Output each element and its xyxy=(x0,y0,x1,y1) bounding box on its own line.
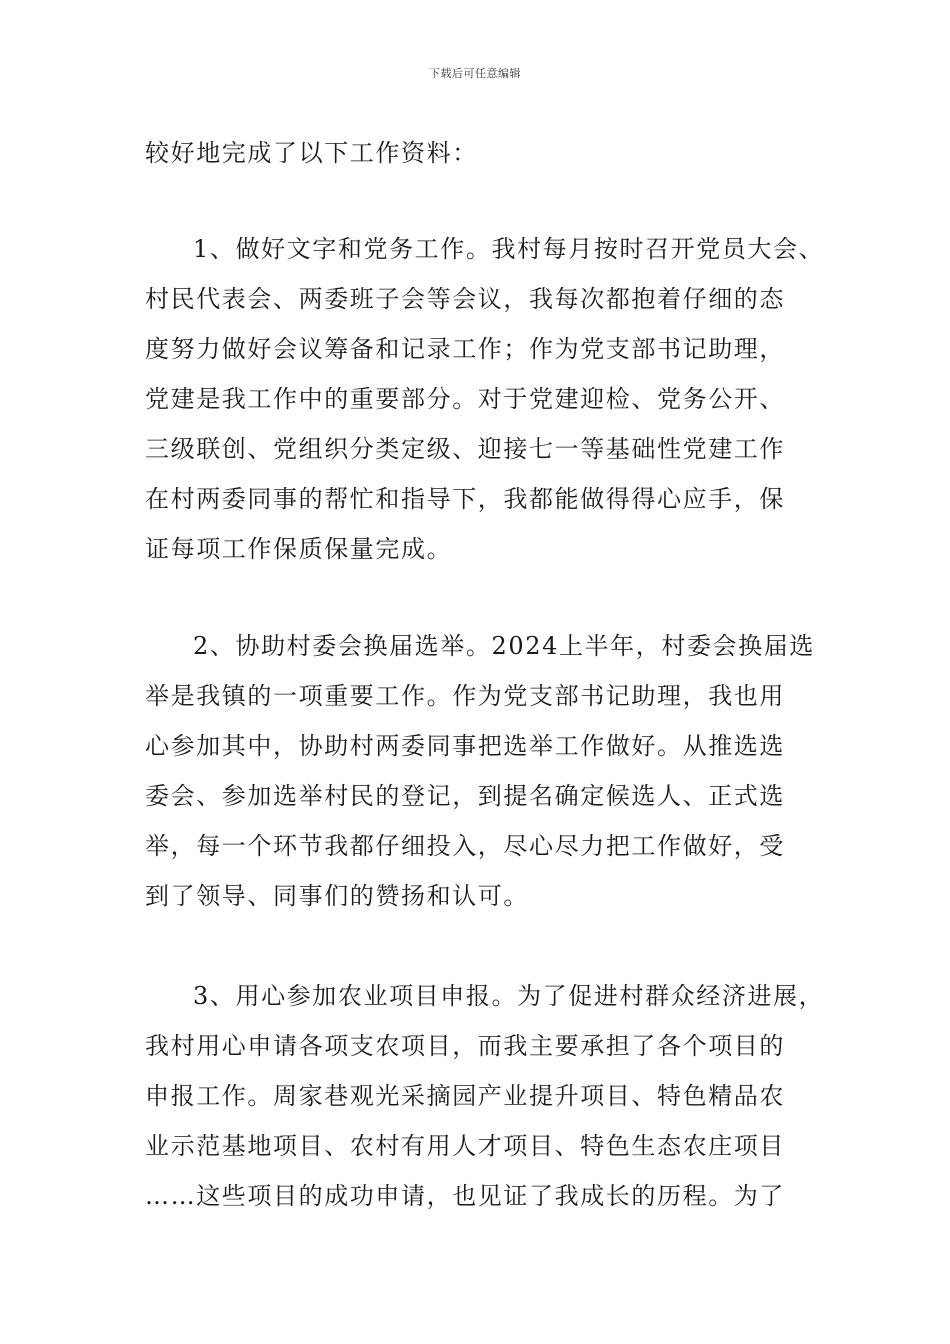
paragraph-line: 村民代表会、两委班子会等会议，我每次都抱着仔细的态 xyxy=(145,285,785,313)
paragraph-line: 心参加其中，协助村两委同事把选举工作做好。从推选选 xyxy=(145,732,785,760)
paragraph-line: 党建是我工作中的重要部分。对于党建迎检、党务公开、 xyxy=(145,385,785,413)
paragraph-line: 证每项工作保质保量完成。 xyxy=(145,535,453,563)
paragraph-line: 在村两委同事的帮忙和指导下，我都能做得得心应手，保 xyxy=(145,485,785,513)
paragraph-line: 申报工作。周家巷观光采摘园产业提升项目、特色精品农 xyxy=(145,1082,785,1110)
paragraph-line: 2、协助村委会换届选举。2024上半年，村委会换届选 xyxy=(193,632,815,660)
paragraph-line: 举，每一个环节我都仔细投入，尽心尽力把工作做好，受 xyxy=(145,832,785,860)
page-header-note: 下载后可任意编辑 xyxy=(429,67,521,80)
intro-line: 较好地完成了以下工作资料： xyxy=(145,139,478,167)
paragraph-line: 1、做好文字和党务工作。我村每月按时召开党员大会、 xyxy=(193,235,825,263)
paragraph-line: ……这些项目的成功申请，也见证了我成长的历程。为了 xyxy=(145,1182,785,1210)
paragraph-line: 到了领导、同事们的赞扬和认可。 xyxy=(145,882,529,910)
paragraph-line: 度努力做好会议筹备和记录工作；作为党支部书记助理， xyxy=(145,335,785,363)
paragraph-line: 委会、参加选举村民的登记，到提名确定候选人、正式选 xyxy=(145,782,785,810)
paragraph-line: 三级联创、党组织分类定级、迎接七一等基础性党建工作 xyxy=(145,435,785,463)
paragraph-line: 我村用心申请各项支农项目，而我主要承担了各个项目的 xyxy=(145,1032,785,1060)
paragraph-line: 3、用心参加农业项目申报。为了促进村群众经济进展， xyxy=(193,982,825,1010)
paragraph-line: 业示范基地项目、农村有用人才项目、特色生态农庄项目 xyxy=(145,1132,785,1160)
paragraph-line: 举是我镇的一项重要工作。作为党支部书记助理，我也用 xyxy=(145,682,785,710)
